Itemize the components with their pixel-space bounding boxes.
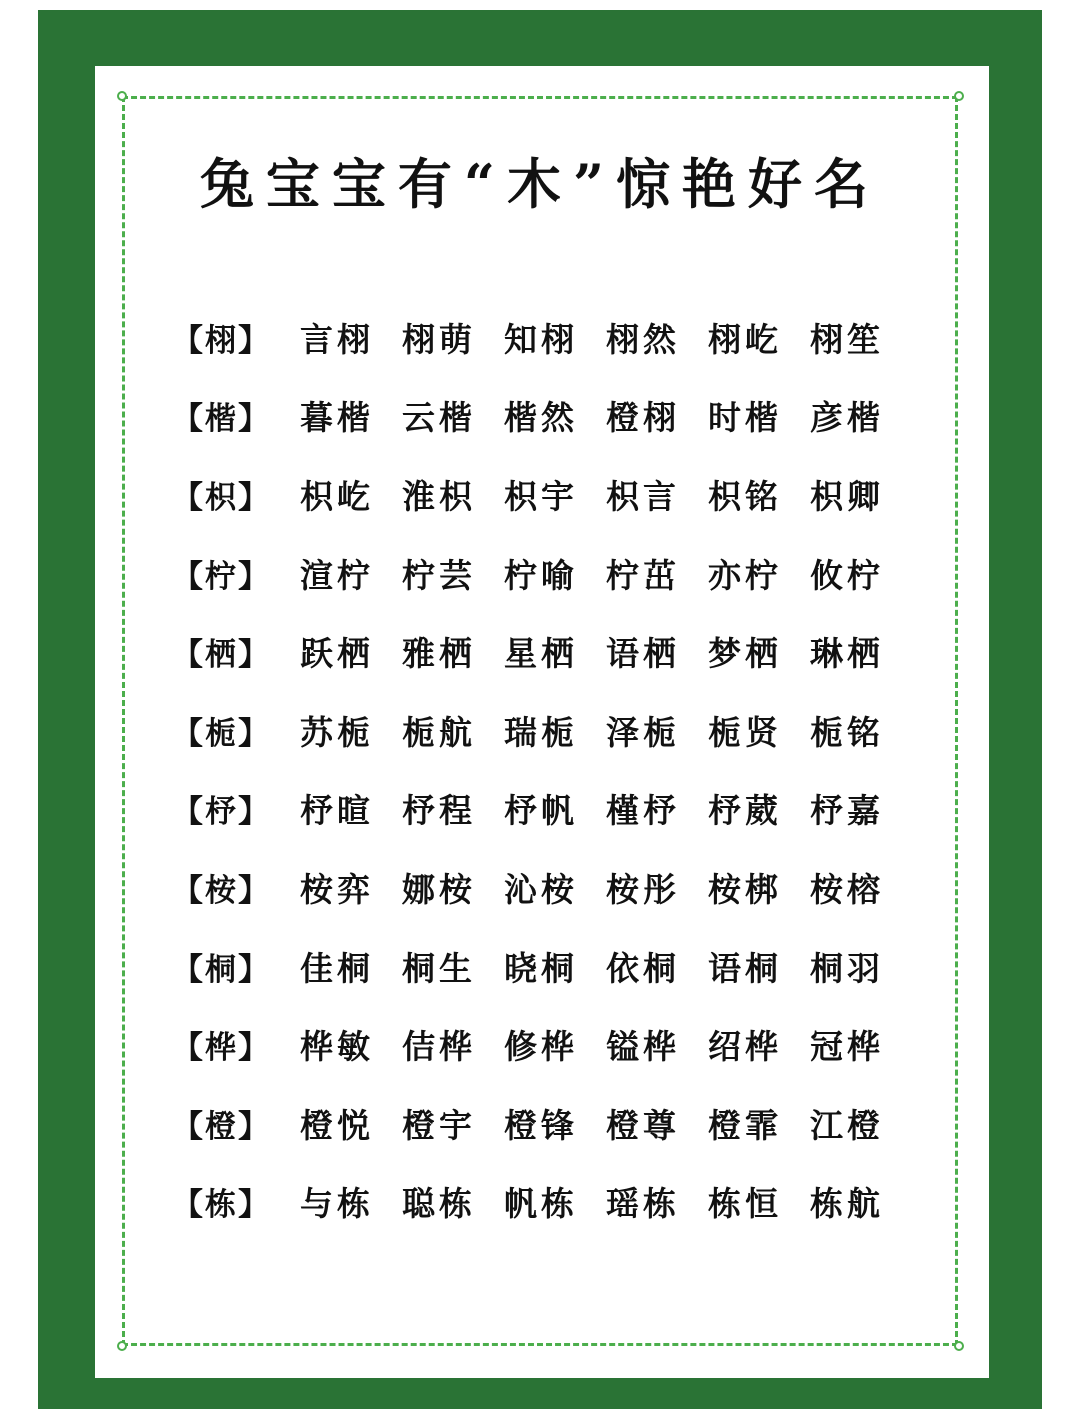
name-item: 星栖 (504, 634, 578, 674)
name-item: 橙悦 (300, 1105, 374, 1145)
name-item: 苏栀 (300, 712, 374, 752)
name-item: 槿杼 (606, 791, 680, 831)
row-key-char: 【杼】 (172, 794, 271, 831)
corner-dot-icon (117, 1341, 127, 1351)
name-item: 橙霏 (708, 1105, 782, 1145)
name-item: 言栩 (300, 319, 374, 359)
page-title: 兔宝宝有“木”惊艳好名 (199, 152, 881, 216)
row-key-char: 【栋】 (172, 1187, 271, 1224)
name-item: 枳铭 (708, 476, 782, 516)
name-item: 橙栩 (606, 398, 680, 438)
name-row (172, 691, 912, 770)
name-item: 栩屹 (708, 319, 782, 359)
name-item: 冠桦 (810, 1027, 884, 1067)
name-item: 亦柠 (708, 555, 782, 595)
name-item: 杼帆 (504, 791, 578, 831)
name-row (172, 1005, 912, 1084)
name-item: 语栖 (606, 634, 680, 674)
name-item: 栩萌 (402, 319, 476, 359)
name-item: 杼程 (402, 791, 476, 831)
name-item: 琳栖 (810, 634, 884, 674)
name-item: 瑞栀 (504, 712, 578, 752)
name-item: 栀航 (402, 712, 476, 752)
name-item: 渲柠 (300, 555, 374, 595)
name-item: 桦敏 (300, 1027, 374, 1067)
name-item: 杼暄 (300, 791, 374, 831)
name-item: 橙宇 (402, 1105, 476, 1145)
name-row (172, 455, 912, 534)
name-item: 枳言 (606, 476, 680, 516)
name-item: 桐羽 (810, 948, 884, 988)
name-group (300, 1178, 912, 1225)
name-item: 栋航 (810, 1184, 884, 1224)
name-item: 桉彤 (606, 869, 680, 909)
name-item: 知栩 (504, 319, 578, 359)
name-row (172, 377, 912, 456)
row-key-char: 【枳】 (172, 479, 271, 516)
name-group (300, 785, 912, 832)
name-item: 橙尊 (606, 1105, 680, 1145)
name-item: 绍桦 (708, 1027, 782, 1067)
name-item: 帆栋 (504, 1184, 578, 1224)
name-group (300, 864, 912, 911)
corner-dot-icon (954, 1341, 964, 1351)
name-group (300, 1100, 912, 1147)
name-row (172, 298, 912, 377)
name-item: 柠芸 (402, 555, 476, 595)
name-item: 泽栀 (606, 712, 680, 752)
name-item: 淮枳 (402, 476, 476, 516)
name-group (300, 1021, 912, 1068)
name-item: 瑶栋 (606, 1184, 680, 1224)
name-item: 桐生 (402, 948, 476, 988)
row-key-char: 【栖】 (172, 637, 271, 674)
row-key-char: 【桐】 (172, 951, 271, 988)
name-item: 娜桉 (402, 869, 476, 909)
name-item: 柠茁 (606, 555, 680, 595)
name-group (300, 314, 912, 361)
name-item: 沁桉 (504, 869, 578, 909)
name-group (300, 628, 912, 675)
name-group (300, 943, 912, 990)
name-item: 橙锋 (504, 1105, 578, 1145)
name-row (172, 848, 912, 927)
name-item: 栩笙 (810, 319, 884, 359)
name-item: 梦栖 (708, 634, 782, 674)
name-item: 栀铭 (810, 712, 884, 752)
name-item: 栋恒 (708, 1184, 782, 1224)
corner-dot-icon (117, 91, 127, 101)
name-row (172, 927, 912, 1006)
name-group (300, 392, 912, 439)
name-item: 栀贤 (708, 712, 782, 752)
name-row (172, 1163, 912, 1242)
row-key-char: 【橙】 (172, 1108, 271, 1145)
name-item: 桉榕 (810, 869, 884, 909)
name-item: 修桦 (504, 1027, 578, 1067)
name-item: 依桐 (606, 948, 680, 988)
name-item: 佶桦 (402, 1027, 476, 1067)
name-row (172, 1084, 912, 1163)
name-item: 暮楷 (300, 398, 374, 438)
name-item: 云楷 (402, 398, 476, 438)
name-item: 桉梆 (708, 869, 782, 909)
row-key-char: 【栀】 (172, 715, 271, 752)
name-item: 佳桐 (300, 948, 374, 988)
name-item: 晓桐 (504, 948, 578, 988)
name-item: 跃栖 (300, 634, 374, 674)
name-list (172, 298, 912, 1241)
name-item: 栩然 (606, 319, 680, 359)
name-item: 杼嘉 (810, 791, 884, 831)
row-key-char: 【柠】 (172, 558, 271, 595)
name-item: 枳卿 (810, 476, 884, 516)
name-item: 与栋 (300, 1184, 374, 1224)
name-row (172, 534, 912, 613)
name-item: 江橙 (810, 1105, 884, 1145)
name-item: 彦楷 (810, 398, 884, 438)
name-item: 雅栖 (402, 634, 476, 674)
name-group (300, 471, 912, 518)
row-key-char: 【桦】 (172, 1030, 271, 1067)
name-row (172, 612, 912, 691)
name-item: 柠喻 (504, 555, 578, 595)
row-key-char: 【楷】 (172, 401, 271, 438)
name-item: 语桐 (708, 948, 782, 988)
name-group (300, 707, 912, 754)
name-group (300, 550, 912, 597)
name-row (172, 770, 912, 849)
name-item: 桉弈 (300, 869, 374, 909)
name-item: 聪栋 (402, 1184, 476, 1224)
name-item: 楷然 (504, 398, 578, 438)
name-item: 攸柠 (810, 555, 884, 595)
name-item: 时楷 (708, 398, 782, 438)
name-item: 枳屹 (300, 476, 374, 516)
row-key-char: 【栩】 (172, 322, 271, 359)
corner-dot-icon (954, 91, 964, 101)
row-key-char: 【桉】 (172, 872, 271, 909)
name-item: 镒桦 (606, 1027, 680, 1067)
name-item: 枳宇 (504, 476, 578, 516)
name-item: 杼葳 (708, 791, 782, 831)
